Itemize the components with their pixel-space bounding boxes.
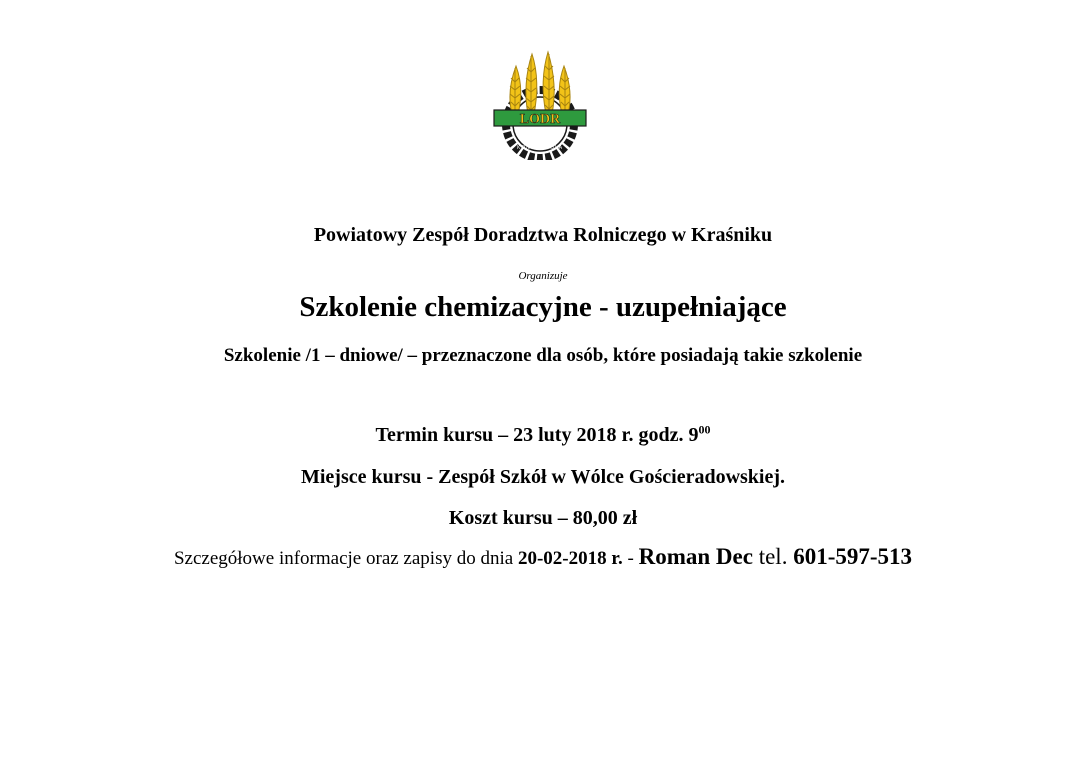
lodr-logo-graphic: [490, 48, 590, 160]
brand-text: LODR: [519, 112, 561, 127]
registration-deadline: 20-02-2018 r.: [517, 548, 623, 569]
course-time-minutes: 00: [698, 422, 711, 437]
course-cost: Koszt kursu – 80,00 zł: [448, 507, 638, 529]
info-prefix: Szczegółowe informacje oraz zapisy do dnia: [173, 548, 518, 569]
tel-label: tel.: [752, 544, 794, 569]
lodr-logo: [490, 48, 590, 160]
training-subtitle: Szkolenie /1 – dniowe/ – przeznaczone dla osób, które posiadają takie szkolenie: [223, 345, 863, 366]
ring-text: KOŃSKOWOLA: [516, 145, 564, 151]
organizer-name: Powiatowy Zespół Doradztwa Rolniczego w Kraśniku: [313, 224, 773, 246]
training-title: Szkolenie chemizacyjne - uzupełniające: [299, 291, 787, 323]
contact-info: [0, 544, 1086, 570]
info-dash: -: [622, 548, 639, 569]
organizes-label: Organizuje: [518, 270, 568, 282]
brand-band: [494, 110, 586, 127]
phone-number: 601-597-513: [793, 544, 913, 569]
contact-person: Roman Dec: [638, 544, 753, 569]
course-date-text: Termin kursu – 23 luty 2018 r. godz. 9: [375, 424, 699, 446]
course-place: Miejsce kursu - Zespół Szkół w Wólce Gościeradowskiej.: [300, 466, 786, 488]
course-date: [0, 424, 1086, 447]
